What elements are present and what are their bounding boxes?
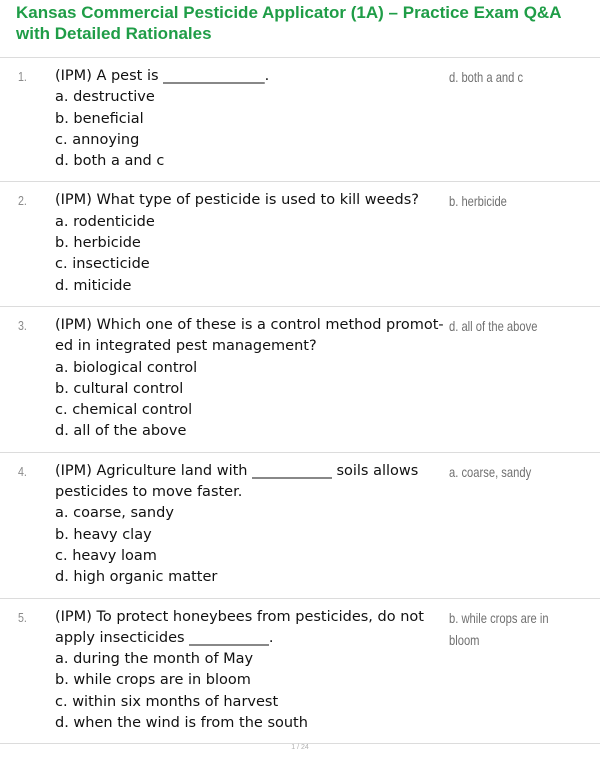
answer-option: a. rodenticide xyxy=(55,213,155,230)
correct-answer-text: bloom xyxy=(449,631,480,648)
question-list xyxy=(0,57,600,744)
answer-option: d. high organic matter xyxy=(55,569,218,586)
correct-answer-text: a. coarse, sandy xyxy=(449,463,532,480)
question-stem: (IPM) What type of pesticide is used to kill weeds? xyxy=(55,192,419,209)
answer-option: c. heavy loam xyxy=(55,547,157,564)
question-body xyxy=(55,453,445,598)
answer-option: c. annoying xyxy=(55,131,140,148)
correct-answer xyxy=(449,190,569,212)
correct-answer-text: b. while crops are in xyxy=(449,609,549,626)
correct-answer xyxy=(449,315,569,337)
answer-option: a. destructive xyxy=(55,89,155,106)
answer-option: d. when the wind is from the south xyxy=(55,715,308,732)
question-body xyxy=(55,599,445,744)
correct-answer-text: d. both a and c xyxy=(449,69,524,85)
page-indicator: 1 / 24 xyxy=(291,744,309,751)
question-body xyxy=(55,58,445,181)
question-body xyxy=(55,307,445,452)
correct-answer xyxy=(449,66,569,88)
answer-option: d. all of the above xyxy=(55,423,187,440)
answer-option: c. within six months of harvest xyxy=(55,693,279,710)
answer-option: c. chemical control xyxy=(55,402,193,419)
answer-option: a. biological control xyxy=(55,359,198,376)
question-row xyxy=(0,182,600,306)
correct-answer-text: b. herbicide xyxy=(449,193,507,210)
question-body xyxy=(55,182,445,305)
question-stem: apply insecticides ___________. xyxy=(55,629,274,646)
question-number: 4. xyxy=(18,463,27,479)
question-stem: (IPM) Agriculture land with ___________ soils allows xyxy=(55,462,419,479)
question-number: 1. xyxy=(18,69,27,84)
correct-answer-text: d. all of the above xyxy=(449,317,538,334)
document-title: Kansas Commercial Pesticide Applicator (1A) – Practice Exam Q&A with Detailed Rationales xyxy=(16,3,561,43)
correct-answer xyxy=(449,607,569,651)
question-number: 5. xyxy=(18,609,27,625)
answer-option: b. beneficial xyxy=(55,110,144,127)
question-row xyxy=(0,57,600,182)
correct-answer xyxy=(449,461,569,483)
question-stem: (IPM) Which one of these is a control method promot- xyxy=(55,316,444,333)
question-stem: (IPM) To protect honeybees from pesticides, do not xyxy=(55,608,424,625)
question-stem: pesticides to move faster. xyxy=(55,484,243,501)
question-number: 2. xyxy=(18,193,27,209)
question-number: 3. xyxy=(18,317,27,333)
answer-option: b. while crops are in bloom xyxy=(55,672,251,689)
question-row xyxy=(0,307,600,453)
answer-option: b. heavy clay xyxy=(55,526,152,543)
question-stem: (IPM) A pest is ______________. xyxy=(55,68,270,84)
answer-option: a. during the month of May xyxy=(55,651,254,668)
answer-option: b. herbicide xyxy=(55,235,141,252)
question-stem: ed in integrated pest management? xyxy=(55,338,317,355)
question-row xyxy=(0,453,600,599)
answer-option: c. insecticide xyxy=(55,256,150,273)
question-row xyxy=(0,599,600,745)
answer-option: d. both a and c xyxy=(55,153,165,170)
answer-option: a. coarse, sandy xyxy=(55,505,174,522)
answer-option: b. cultural control xyxy=(55,380,184,397)
answer-option: d. miticide xyxy=(55,277,132,294)
